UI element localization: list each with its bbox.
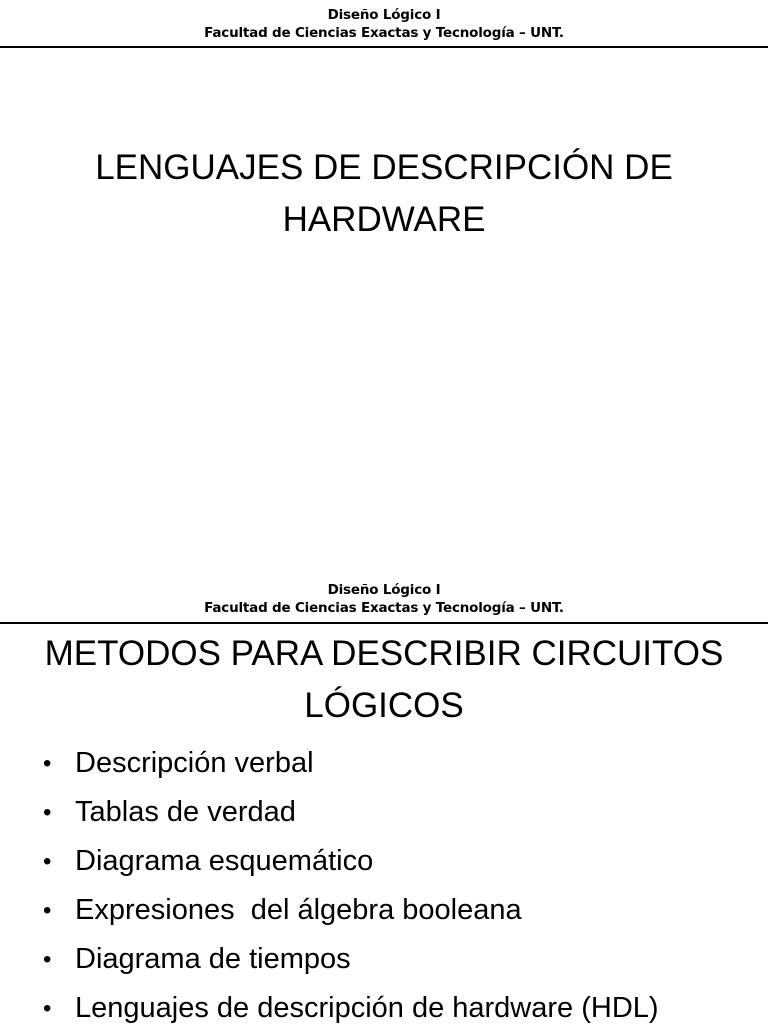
- list-item-text: Diagrama esquemático: [75, 845, 374, 877]
- list-item: [0, 837, 768, 886]
- list-item: [0, 984, 768, 1024]
- bullet-icon: •: [43, 848, 52, 875]
- methods-list: [0, 739, 768, 1024]
- header-divider: [0, 46, 768, 48]
- slide-header: [0, 6, 768, 42]
- slide-2: [0, 577, 768, 1024]
- course-name: Diseño Lógico I: [327, 582, 441, 598]
- bullet-icon: •: [43, 946, 52, 973]
- bullet-icon: •: [43, 750, 52, 777]
- slide-title-line-2: LÓGICOS: [304, 686, 464, 725]
- bullet-icon: •: [43, 995, 52, 1022]
- header-divider: [0, 622, 768, 624]
- faculty-name: Facultad de Ciencias Exactas y Tecnología – UNT.: [204, 25, 564, 41]
- course-name: Diseño Lógico I: [327, 7, 441, 23]
- bullet-icon: •: [43, 897, 52, 924]
- slide-title-line-2: HARDWARE: [282, 200, 486, 239]
- list-item-text: Diagrama de tiempos: [75, 943, 351, 975]
- list-item: [0, 935, 768, 984]
- slide-header: [0, 581, 768, 617]
- slide-title-line-1: LENGUAJES DE DESCRIPCIÓN DE: [95, 148, 673, 187]
- slide-title: [20, 628, 748, 732]
- list-item-text: Expresiones del álgebra booleana: [75, 894, 522, 926]
- faculty-name: Facultad de Ciencias Exactas y Tecnología – UNT.: [204, 600, 564, 616]
- list-item: [0, 886, 768, 935]
- bullet-icon: •: [43, 799, 52, 826]
- list-item-text: Tablas de verdad: [75, 796, 296, 828]
- list-item: [0, 788, 768, 837]
- list-item: [0, 739, 768, 788]
- list-item-text: Descripción verbal: [75, 747, 314, 779]
- list-item-text: Lenguajes de descripción de hardware (HDL): [75, 992, 659, 1024]
- slide-title: [40, 142, 728, 246]
- slide-title-line-1: METODOS PARA DESCRIBIR CIRCUITOS: [44, 634, 724, 673]
